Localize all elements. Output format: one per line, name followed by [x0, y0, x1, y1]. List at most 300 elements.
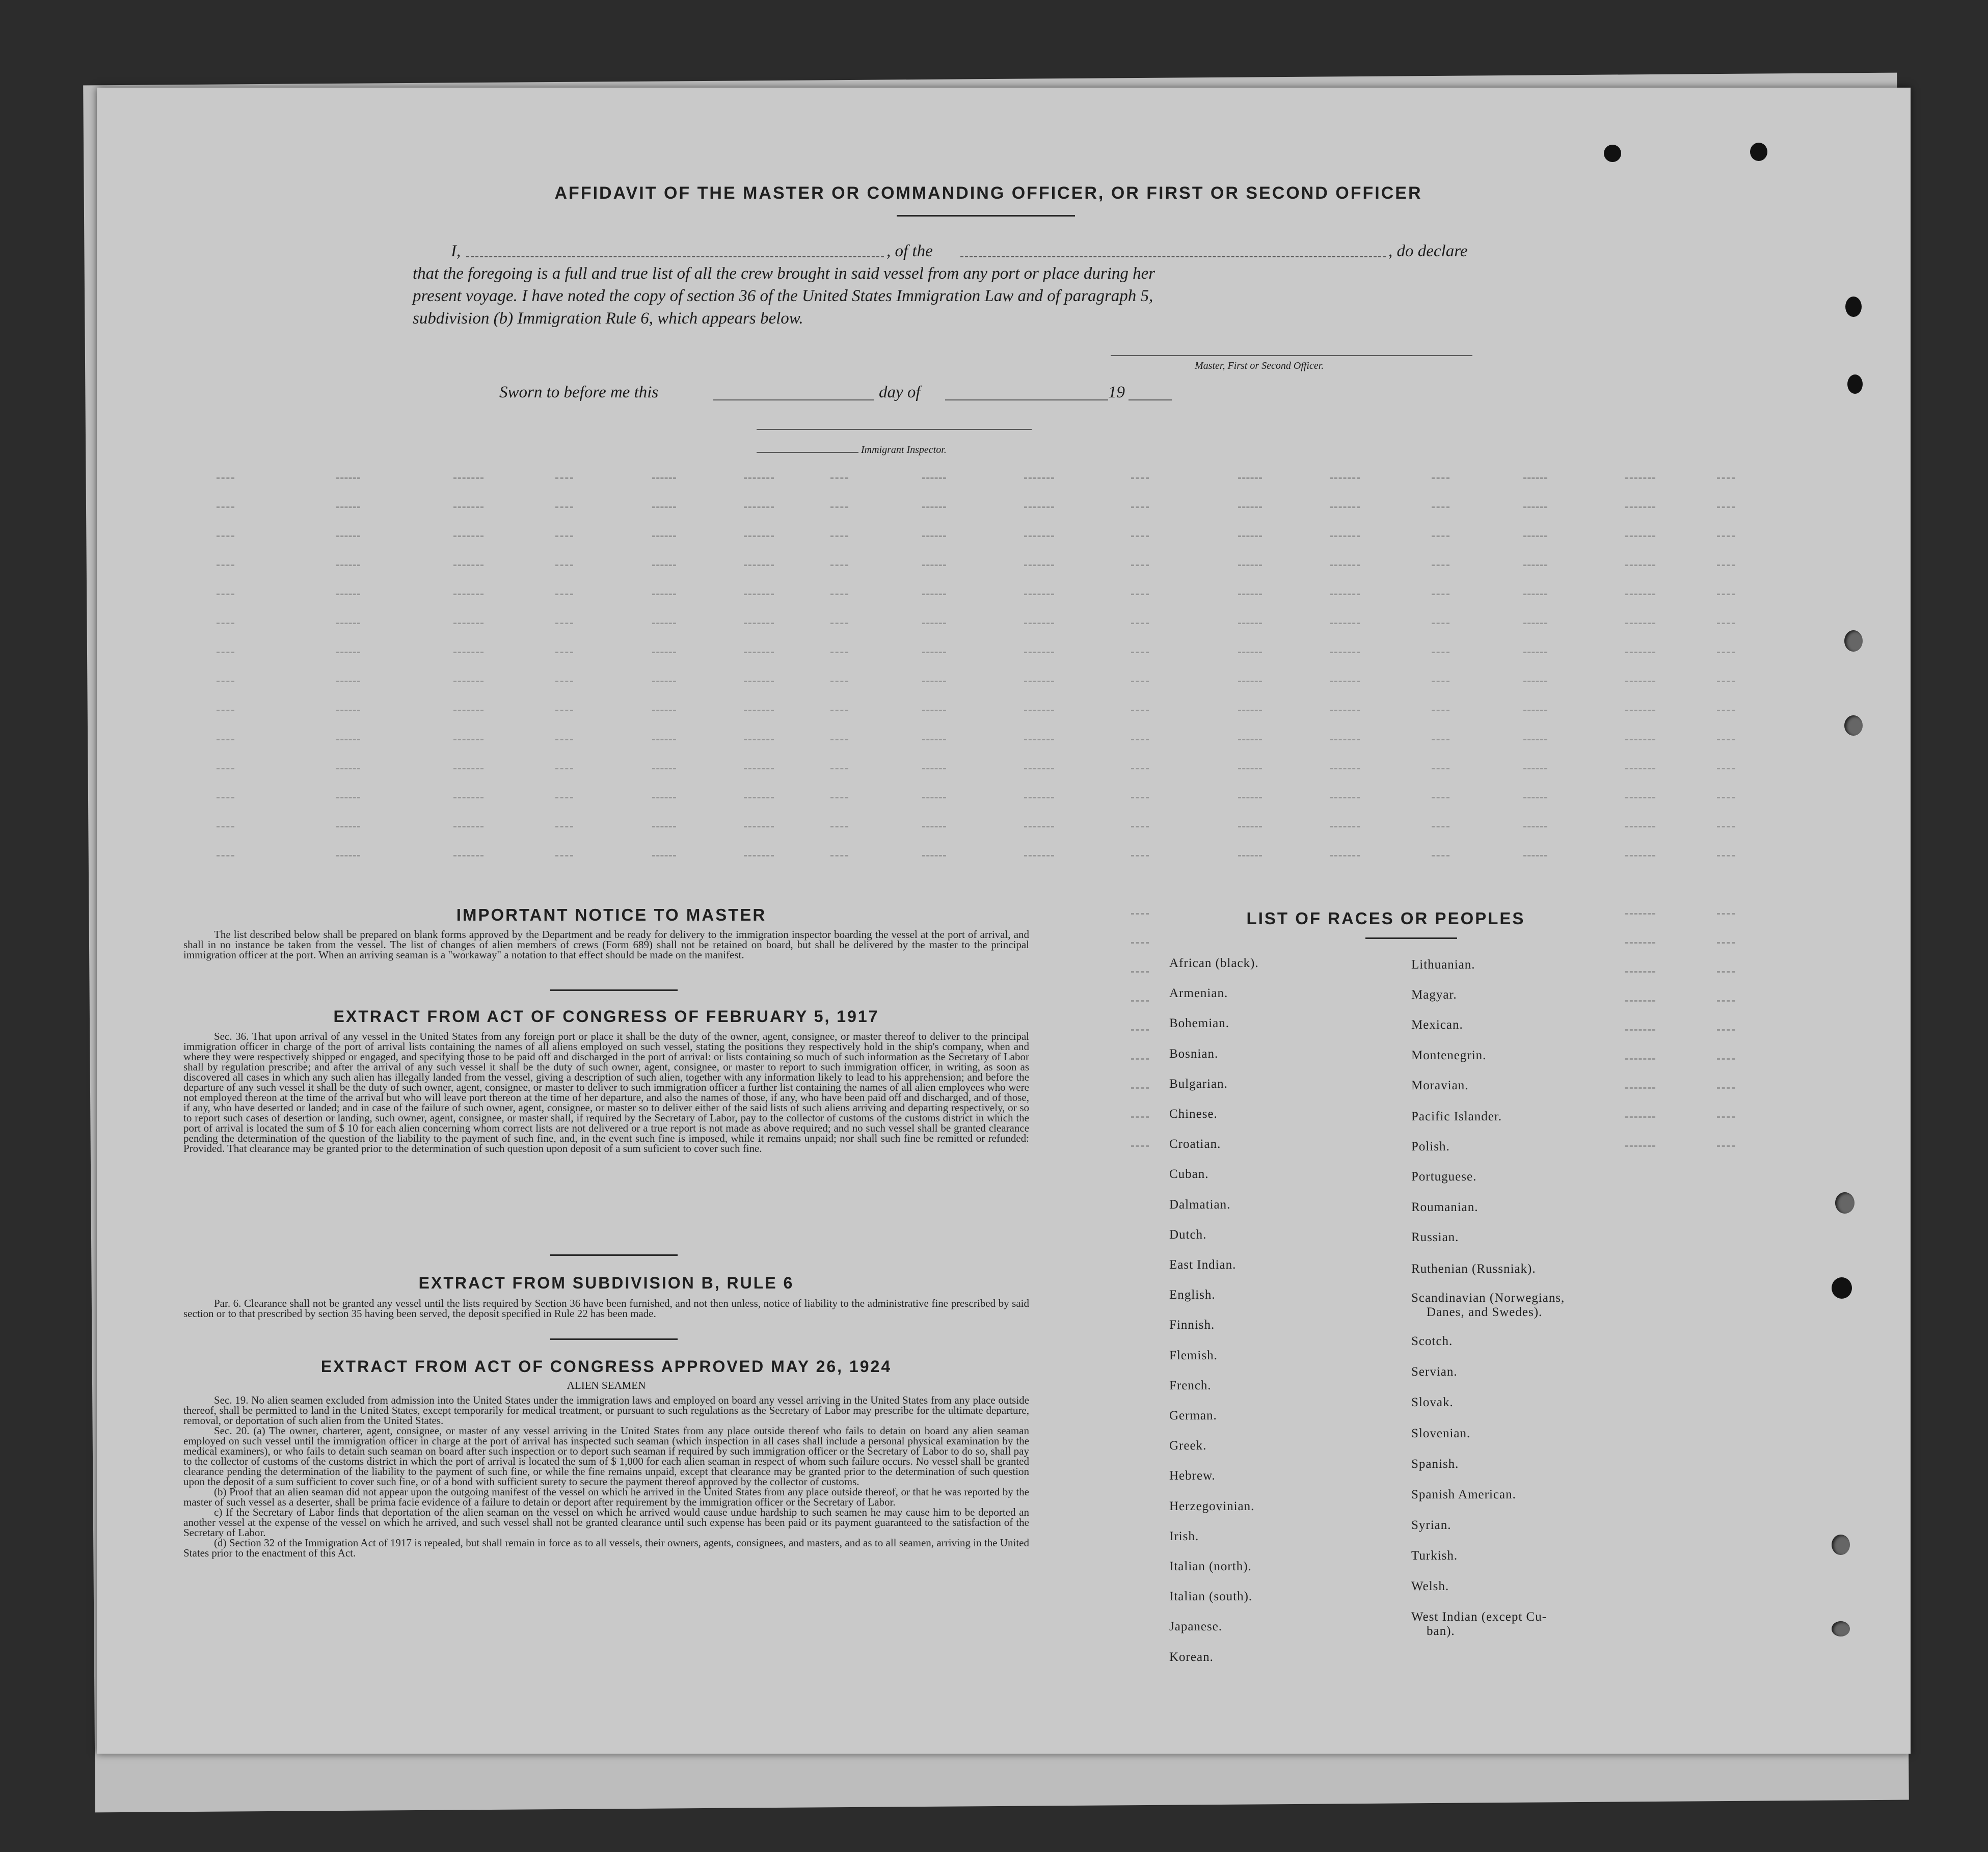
bleed-dash — [1523, 623, 1547, 624]
bleed-dash — [1131, 1058, 1149, 1060]
extract-rule6-rule — [550, 1338, 678, 1340]
bleed-dash — [1024, 739, 1054, 740]
race-item: Turkish. — [1411, 1549, 1458, 1563]
bleed-dash — [652, 477, 676, 479]
punch-hole — [1844, 630, 1863, 652]
bleed-dash — [1330, 710, 1360, 711]
bleed-dash — [1024, 506, 1054, 508]
race-item: Servian. — [1411, 1365, 1458, 1379]
extract-1924-sec19: Sec. 19. No alien seamen excluded from admission into the United States under the immigration laws and employed on board any vessel arriving in the United States from any place outside thereof, shall be permitted to land in the United States, except temporarily for medical treatment, or pursuant to such regulations as the Secretary of Labor may prescribe for the ultimate departure, removal, or deportation of such alien from the United States. — [183, 1394, 1029, 1427]
bleed-dash — [1625, 652, 1655, 653]
bleed-dash — [1625, 855, 1655, 856]
race-item: Italian (south). — [1169, 1590, 1253, 1604]
bleed-dash — [1625, 913, 1655, 915]
bleed-dash — [336, 710, 360, 711]
bleed-dash — [1432, 797, 1449, 798]
affidavit-declare-label: , do declare — [1388, 242, 1468, 260]
bleed-dash — [1238, 826, 1262, 827]
bleed-dash — [1625, 942, 1655, 944]
bleed-dash — [830, 565, 848, 566]
bleed-dash — [217, 565, 234, 566]
extract-rule6-title: EXTRACT FROM SUBDIVISION B, RULE 6 — [418, 1274, 794, 1292]
bleed-dash — [555, 710, 573, 711]
bleed-dash — [336, 855, 360, 856]
bleed-dash — [1131, 826, 1149, 827]
affidavit-line-2: that the foregoing is a full and true list of all the crew brought in said vessel from any port or place during her — [413, 264, 1156, 283]
race-item: Mexican. — [1411, 1018, 1463, 1032]
bleed-dash — [1330, 797, 1360, 798]
bleed-dash — [453, 710, 483, 711]
punch-hole — [1832, 1621, 1850, 1636]
bleed-dash — [1432, 535, 1449, 537]
bleed-dash — [1238, 768, 1262, 769]
bleed-dash — [1717, 826, 1735, 827]
bleed-dash — [922, 565, 946, 566]
bleed-dash — [922, 855, 946, 856]
race-item: Syrian. — [1411, 1518, 1452, 1532]
bleed-dash — [1432, 477, 1449, 479]
race-item: Italian (north). — [1169, 1560, 1252, 1573]
bleed-dash — [217, 652, 234, 653]
race-item: Slovenian. — [1411, 1427, 1471, 1440]
bleed-dash — [555, 739, 573, 740]
bleed-dash — [1625, 1087, 1655, 1089]
extract-1917-rule — [550, 1254, 678, 1256]
bleed-dash — [830, 826, 848, 827]
race-item: Portuguese. — [1411, 1170, 1477, 1184]
bleed-dash — [1024, 652, 1054, 653]
bleed-dash — [1238, 797, 1262, 798]
bleed-dash — [217, 594, 234, 595]
race-item: Dalmatian. — [1169, 1197, 1231, 1212]
punch-hole — [1847, 374, 1863, 394]
bleed-dash — [830, 623, 848, 624]
race-item: Pacific Islander. — [1411, 1110, 1502, 1123]
bleed-dash — [1523, 506, 1547, 508]
notice-title: IMPORTANT NOTICE TO MASTER — [456, 905, 767, 924]
race-item: Irish. — [1169, 1529, 1199, 1543]
affidavit-title: AFFIDAVIT OF THE MASTER OR COMMANDING OFFICER, OR FIRST OR SECOND OFFICER — [554, 183, 1422, 203]
bleed-dash — [336, 768, 360, 769]
inspector-separator — [757, 429, 1032, 430]
bleed-dash — [1523, 855, 1547, 856]
bleed-dash — [1523, 652, 1547, 653]
bleed-dash — [453, 506, 483, 508]
bleed-dash — [1625, 594, 1655, 595]
race-item: African (black). — [1169, 956, 1259, 970]
bleed-dash — [922, 652, 946, 653]
bleed-dash — [453, 797, 483, 798]
race-item: Cuban. — [1169, 1167, 1209, 1182]
bleed-dash — [652, 739, 676, 740]
bleed-dash — [336, 623, 360, 624]
bleed-dash — [1523, 768, 1547, 769]
bleed-dash — [922, 477, 946, 479]
extract-1924-sec20c: c) If the Secretary of Labor finds that deportation of the alien seaman on the vessel on which he arrived would cause undue hardship to such seamen he may cause him to be deported an another vessel at the expense of the vessel on which he arrived, and such vessel shall not be granted clearance until such expense has been paid or its payment guaranteed to the satisfaction of the Secretary of Labor. — [183, 1506, 1029, 1539]
bleed-dash — [1717, 565, 1735, 566]
bleed-dash — [336, 826, 360, 827]
bleed-dash — [1717, 855, 1735, 856]
bleed-dash — [1717, 1029, 1735, 1031]
bleed-dash — [1717, 1116, 1735, 1118]
race-item: Armenian. — [1169, 986, 1228, 1001]
bleed-dash — [1131, 1000, 1149, 1002]
bleed-dash — [1238, 710, 1262, 711]
bleed-dash — [1717, 535, 1735, 537]
extract-1924-body — [183, 1395, 1029, 1558]
bleed-dash — [555, 826, 573, 827]
inspector-caption: Immigrant Inspector. — [861, 444, 947, 455]
bleed-dash — [922, 681, 946, 682]
bleed-dash — [555, 477, 573, 479]
bleed-dash — [555, 652, 573, 653]
bleed-dash — [744, 826, 774, 827]
bleed-dash — [1432, 768, 1449, 769]
race-item: Chinese. — [1169, 1107, 1218, 1121]
bleed-dash — [1024, 797, 1054, 798]
bleed-dash — [217, 797, 234, 798]
punch-hole — [1604, 145, 1621, 162]
bleed-dash — [1330, 681, 1360, 682]
bleed-dash — [1717, 477, 1735, 479]
bleed-dash — [1024, 565, 1054, 566]
bleed-dash — [1717, 710, 1735, 711]
race-item: Bohemian. — [1169, 1016, 1230, 1031]
bleed-dash — [453, 739, 483, 740]
bleed-dash — [652, 535, 676, 537]
bleed-dash — [1131, 652, 1149, 653]
bleed-dash — [555, 768, 573, 769]
bleed-dash — [1432, 652, 1449, 653]
bleed-dash — [744, 797, 774, 798]
bleed-dash — [1238, 652, 1262, 653]
bleed-dash — [744, 710, 774, 711]
bleed-dash — [1625, 826, 1655, 827]
bleed-dash — [1523, 826, 1547, 827]
bleed-dash — [453, 535, 483, 537]
notice-text: The list described below shall be prepared on blank forms approved by the Department and be ready for delivery to the immigration inspector boarding the vessel at the port of arrival, and shall in no instance be taken from the vessel. The list of changes of alien members of crews (Form 689) shall not be retained on board, but shall be delivered by the master to the principal immigration officer at the port. When an arriving seaman is a "workaway" a notation to that effect should be made on the manifest. — [183, 928, 1029, 961]
extract-1924-sec20d: (d) Section 32 of the Immigration Act of 1917 is repealed, but shall remain in force as to all vessels, their owners, agents, consignees, and masters, and as to all seamen, arriving in the United States prior to the enactment of this Act. — [183, 1537, 1029, 1559]
bleed-dash — [336, 652, 360, 653]
bleed-dash — [217, 739, 234, 740]
document-sheet — [97, 88, 1911, 1754]
bleed-dash — [1238, 565, 1262, 566]
bleed-dash — [555, 797, 573, 798]
bleed-dash — [1238, 681, 1262, 682]
race-item: Moravian. — [1411, 1079, 1469, 1092]
bleed-dash — [217, 710, 234, 711]
bleed-dash — [555, 623, 573, 624]
race-item: Slovak. — [1411, 1395, 1454, 1409]
races-title: LIST OF RACES OR PEOPLES — [1246, 909, 1525, 928]
race-item: Scandinavian (Norwegians, — [1411, 1291, 1565, 1305]
extract-1924-subtitle: ALIEN SEAMEN — [567, 1379, 646, 1391]
affidavit-of-the-label: , of the — [886, 242, 933, 260]
punch-hole — [1832, 1277, 1852, 1299]
race-item: Polish. — [1411, 1140, 1450, 1153]
race-item: Finnish. — [1169, 1318, 1215, 1332]
bleed-dash — [830, 652, 848, 653]
bleed-dash — [1131, 971, 1149, 973]
bleed-dash — [1131, 739, 1149, 740]
punch-hole — [1750, 143, 1767, 161]
officer-name-field[interactable] — [466, 256, 884, 257]
bleed-dash — [555, 681, 573, 682]
master-signature-field[interactable] — [1111, 355, 1472, 356]
bleed-dash — [1024, 855, 1054, 856]
bleed-dash — [555, 506, 573, 508]
bleed-dash — [1523, 710, 1547, 711]
bleed-dash — [1717, 623, 1735, 624]
bleed-dash — [1717, 1145, 1735, 1147]
bleed-dash — [1024, 623, 1054, 624]
bleed-dash — [1717, 797, 1735, 798]
bleed-dash — [1330, 535, 1360, 537]
bleed-dash — [652, 652, 676, 653]
bleed-dash — [1024, 768, 1054, 769]
bleed-dash — [1238, 855, 1262, 856]
bleed-dash — [744, 535, 774, 537]
bleed-dash — [453, 477, 483, 479]
bleed-dash — [1717, 971, 1735, 973]
extract-1924-title: EXTRACT FROM ACT OF CONGRESS APPROVED MAY 26, 1924 — [320, 1357, 892, 1376]
bleed-dash — [830, 710, 848, 711]
bleed-dash — [1131, 1087, 1149, 1089]
inspector-signature-field[interactable] — [757, 452, 858, 453]
bleed-dash — [453, 826, 483, 827]
bleed-dash — [1330, 506, 1360, 508]
bleed-dash — [1131, 1145, 1149, 1147]
bleed-dash — [1625, 739, 1655, 740]
bleed-dash — [1330, 826, 1360, 827]
bleed-dash — [1131, 623, 1149, 624]
bleed-dash — [1625, 1000, 1655, 1002]
bleed-dash — [1024, 477, 1054, 479]
bleed-dash — [1131, 594, 1149, 595]
bleed-dash — [1330, 477, 1360, 479]
bleed-dash — [1131, 565, 1149, 566]
sworn-year-field[interactable] — [1129, 399, 1172, 400]
bleed-dash — [652, 594, 676, 595]
bleed-dash — [922, 768, 946, 769]
year-prefix-label: 19 — [1108, 383, 1125, 401]
bleed-dash — [1131, 1116, 1149, 1118]
bleed-dash — [922, 535, 946, 537]
bleed-dash — [922, 594, 946, 595]
sworn-day-field[interactable] — [713, 399, 874, 400]
race-item: German. — [1169, 1409, 1217, 1422]
bleed-dash — [1432, 594, 1449, 595]
bleed-dash — [555, 855, 573, 856]
notice-rule — [550, 989, 678, 991]
bleed-dash — [922, 710, 946, 711]
bleed-dash — [1131, 913, 1149, 915]
race-item: Ruthenian (Russniak). — [1411, 1262, 1536, 1276]
bleed-dash — [744, 768, 774, 769]
bleed-dash — [1238, 739, 1262, 740]
bleed-dash — [1717, 1087, 1735, 1089]
bleed-dash — [1131, 681, 1149, 682]
bleed-dash — [1024, 535, 1054, 537]
bleed-dash — [1330, 623, 1360, 624]
bleed-dash — [1717, 739, 1735, 740]
vessel-name-field[interactable] — [960, 256, 1386, 257]
bleed-dash — [1024, 826, 1054, 827]
bleed-dash — [1131, 535, 1149, 537]
bleed-dash — [555, 565, 573, 566]
bleed-dash — [830, 797, 848, 798]
bleed-dash — [217, 506, 234, 508]
bleed-dash — [336, 681, 360, 682]
race-item: Welsh. — [1411, 1579, 1449, 1593]
bleed-dash — [1131, 768, 1149, 769]
bleed-dash — [336, 565, 360, 566]
bleed-dash — [1432, 739, 1449, 740]
bleed-dash — [652, 710, 676, 711]
bleed-dash — [1625, 1029, 1655, 1031]
day-of-label: day of — [879, 383, 921, 401]
race-item: Roumanian. — [1411, 1200, 1479, 1214]
extract-1924-sec20b: (b) Proof that an alien seaman did not appear upon the outgoing manifest of the vessel on which he arrived in the United States from any place outside thereof, or that he was reported by the master of such vessel as a deserter, shall be prima facie evidence of a failure to detain or deport after requirement by the immigration officer or the Secretary of Labor. — [183, 1486, 1029, 1508]
bleed-dash — [555, 535, 573, 537]
bleed-dash — [1330, 768, 1360, 769]
punch-hole — [1832, 1535, 1850, 1555]
bleed-dash — [453, 855, 483, 856]
bleed-dash — [1131, 942, 1149, 944]
bleed-dash — [1432, 681, 1449, 682]
bleed-dash — [830, 739, 848, 740]
bleed-dash — [453, 594, 483, 595]
bleed-dash — [1717, 1058, 1735, 1060]
bleed-dash — [1625, 565, 1655, 566]
bleed-dash — [744, 506, 774, 508]
bleed-dash — [1625, 623, 1655, 624]
bleed-dash — [1717, 768, 1735, 769]
bleed-dash — [830, 768, 848, 769]
bleed-dash — [1717, 942, 1735, 944]
bleed-dash — [1330, 739, 1360, 740]
race-item: Hebrew. — [1169, 1469, 1216, 1483]
bleed-dash — [744, 565, 774, 566]
bleed-dash — [1432, 565, 1449, 566]
bleed-dash — [1717, 681, 1735, 682]
extract-1917-text: Sec. 36. That upon arrival of any vessel in the United States from any foreign port or place it shall be the duty of the owner, agent, consignee, or master thereof to deliver to the principal immigration officer in charge of the port of arrival lists containing the names of all aliens employed on such vessel, stating the positions they respectively hold in the ship's company, when and where they were respectively shipped or engaged, and specifying those to be paid off and discharged in the port of arrival: or lists containing so much of such information as the Secretary of Labor shall by regulation prescribe; and after the arrival of any such vessel it shall be the duty of such owner, agent, consignee, or master to report to such immigration officer, in writing, as soon as discovered all cases in which any such alien has illegally landed from the vessel, giving a description of such alien, together with any information likely to lead to his apprehension; and before the departure of any such vessel it shall be the duty of such owner, agent, consignee, or master to deliver to such immigration officer a further list containing the names of all alien employees who were not employed thereon at the time of the arrival but who will leave port thereon at the time of her departure, and also the names of those, if any, who have been paid off and discharged, and of those, if any, who have deserted or landed; and in case of the failure of such owner, agent, consignee, or master so to deliver either of the said lists of such aliens arriving and departing respectively, or so to report such cases of desertion or landing, such owner, agent, consignee, or master shall, if required by the Secretary of Labor, pay to the collector of customs of the customs district in which the port of arrival is located the sum of $ 10 for each alien concerning whom correct lists are not delivered or a true report is not made as above required; and no such vessel shall be granted clearance pending the determination of the question of the liability to the payment of such fine, and, in the event such fine is imposed, while it remains unpaid; nor shall such fine be remitted or refunded: Provided. That clearance may be granted prior to the determination of such question upon deposit of a sum suficient to cover such fine. — [183, 1030, 1029, 1155]
bleed-dash — [1330, 565, 1360, 566]
race-item: Bulgarian. — [1169, 1077, 1228, 1091]
bleed-dash — [217, 855, 234, 856]
bleed-dash — [830, 477, 848, 479]
bleed-dash — [1238, 535, 1262, 537]
bleed-dash — [1625, 1116, 1655, 1118]
extract-1924-sec20a: Sec. 20. (a) The owner, charterer, agent, consignee, or master of any vessel arriving in the United States from any place outside thereof who fails to detain on board any alien seaman employed on such vessel until the immigration officer in charge at the port of arrival has inspected such seaman (which inspection in all cases shall include a personal physical examination by the medical examiners), or who fails to detain such seaman on board after such inspection or to deport such seaman if required by such immigration officer or the Secretary of Labor to do so, shall pay to the collector of customs of the customs district in which the port of arrival is located the sum of $ 1,000 for each alien seaman in respect of whom such failure occurs. No vessel shall be granted clearance pending the determination of the liability to the payment of such fine, or while the fine remains unpaid, except that clearance may be granted prior to the determination of such question upon the deposit of a sum sufficient to cover such fine, or of a bond with sufficient surety to secure the payment thereof approved by the collector of customs. — [183, 1425, 1029, 1488]
bleed-dash — [1131, 710, 1149, 711]
race-item: Magyar. — [1411, 988, 1457, 1002]
bleed-dash — [1625, 506, 1655, 508]
master-signature-caption: Master, First or Second Officer. — [1195, 360, 1324, 371]
bleed-dash — [1625, 710, 1655, 711]
bleed-dash — [1717, 652, 1735, 653]
bleed-dash — [1238, 506, 1262, 508]
bleed-dash — [336, 535, 360, 537]
bleed-dash — [1131, 477, 1149, 479]
bleed-dash — [1238, 594, 1262, 595]
bleed-dash — [1432, 826, 1449, 827]
punch-hole — [1844, 715, 1863, 736]
bleed-dash — [1625, 971, 1655, 973]
bleed-dash — [744, 652, 774, 653]
bleed-dash — [830, 594, 848, 595]
bleed-dash — [744, 855, 774, 856]
bleed-dash — [830, 506, 848, 508]
affidavit-title-rule — [897, 215, 1075, 217]
bleed-dash — [1625, 477, 1655, 479]
race-item: Japanese. — [1169, 1620, 1223, 1634]
bleed-dash — [1625, 1145, 1655, 1147]
bleed-dash — [744, 477, 774, 479]
bleed-dash — [1523, 681, 1547, 682]
bleed-dash — [453, 652, 483, 653]
bleed-dash — [1523, 739, 1547, 740]
bleed-dash — [1625, 535, 1655, 537]
bleed-dash — [1432, 623, 1449, 624]
bleed-dash — [217, 826, 234, 827]
bleed-dash — [830, 855, 848, 856]
extract-1917-title: EXTRACT FROM ACT OF CONGRESS OF FEBRUARY 5, 1917 — [333, 1007, 879, 1026]
bleed-dash — [1432, 506, 1449, 508]
race-item: Flemish. — [1169, 1348, 1218, 1362]
race-item: West Indian (except Cu- — [1411, 1610, 1547, 1624]
bleed-dash — [555, 594, 573, 595]
punch-hole — [1845, 297, 1862, 317]
bleed-dash — [1717, 913, 1735, 915]
bleed-dash — [1330, 652, 1360, 653]
bleed-dash — [453, 623, 483, 624]
bleed-dash — [1330, 855, 1360, 856]
bleed-dash — [652, 768, 676, 769]
bleed-dash — [1717, 594, 1735, 595]
bleed-dash — [744, 739, 774, 740]
bleed-dash — [652, 506, 676, 508]
bleed-dash — [1625, 797, 1655, 798]
race-item: Spanish American. — [1411, 1488, 1516, 1501]
bleed-dash — [1625, 681, 1655, 682]
bleed-dash — [1717, 506, 1735, 508]
bleed-dash — [652, 797, 676, 798]
bleed-dash — [1131, 855, 1149, 856]
bleed-dash — [1131, 1029, 1149, 1031]
bleed-dash — [652, 681, 676, 682]
sworn-month-field[interactable] — [945, 399, 1108, 400]
bleed-dash — [922, 506, 946, 508]
bleed-dash — [652, 826, 676, 827]
bleed-dash — [217, 477, 234, 479]
bleed-dash — [453, 681, 483, 682]
bleed-dash — [1625, 768, 1655, 769]
bleed-dash — [1717, 1000, 1735, 1002]
bleed-dash — [1024, 681, 1054, 682]
bleed-dash — [830, 535, 848, 537]
race-item: Bosnian. — [1169, 1046, 1219, 1061]
bleed-dash — [652, 623, 676, 624]
race-item: French. — [1169, 1378, 1212, 1392]
bleed-dash — [1523, 477, 1547, 479]
bleed-dash — [453, 768, 483, 769]
bleed-dash — [1523, 594, 1547, 595]
bleed-dash — [922, 826, 946, 827]
bleed-dash — [1432, 710, 1449, 711]
bleed-dash — [1432, 855, 1449, 856]
bleed-dash — [1131, 506, 1149, 508]
